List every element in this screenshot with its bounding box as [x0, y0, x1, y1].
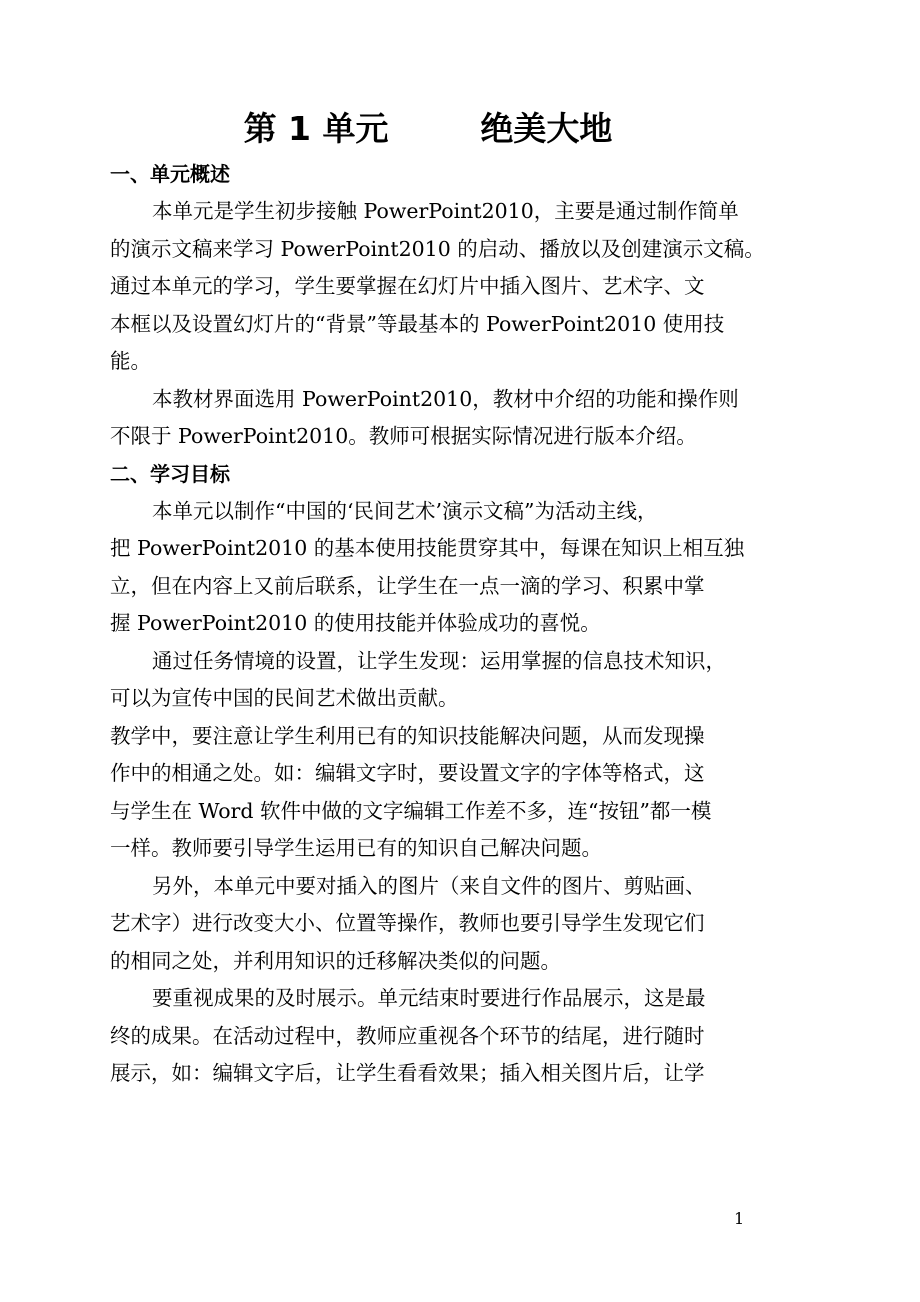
paragraph-line: 把 PowerPoint2010 的基本使用技能贯穿其中，每课在知识上相互独 — [110, 536, 745, 560]
paragraph-line: 要重视成果的及时展示。单元结束时要进行作品展示，这是最 — [152, 986, 706, 1010]
section-heading-overview: 一、单元概述 — [110, 162, 230, 186]
paragraph-line: 本单元以制作“中国的‘民间艺术’演示文稿”为活动主线， — [152, 498, 658, 523]
paragraph-line: 能。 — [110, 349, 151, 373]
page-number: 1 — [734, 1209, 745, 1228]
paragraph-line: 可以为宣传中国的民间艺术做出贡献。 — [110, 686, 459, 710]
paragraph-line: 握 PowerPoint2010 的使用技能并体验成功的喜悦。 — [110, 611, 601, 635]
section-heading-objectives: 二、学习目标 — [110, 461, 230, 486]
paragraph-line: 的相同之处，并利用知识的迁移解决类似的问题。 — [110, 948, 561, 973]
document-body — [110, 156, 765, 1093]
paragraph-line: 通过任务情境的设置，让学生发现：运用掌握的信息技术知识， — [152, 648, 726, 673]
paragraph-line: 本教材界面选用 PowerPoint2010，教材中介绍的功能和操作则 — [152, 386, 739, 411]
paragraph-line: 的演示文稿来学习 PowerPoint2010 的启动、播放以及创建演示文稿。 — [110, 236, 765, 261]
paragraph-line: 不限于 PowerPoint2010。教师可根据实际情况进行版本介绍。 — [110, 424, 697, 448]
paragraph-line: 艺术字）进行改变大小、位置等操作，教师也要引导学生发现它们 — [110, 911, 705, 935]
paragraph-line: 通过本单元的学习，学生要掌握在幻灯片中插入图片、艺术字、文 — [110, 274, 705, 298]
paragraph-line: 作中的相通之处。如：编辑文字时，要设置文字的字体等格式，这 — [110, 761, 705, 785]
paragraph-line: 另外，本单元中要对插入的图片（来自文件的图片、剪贴画、 — [152, 873, 706, 898]
paragraph-line: 终的成果。在活动过程中，教师应重视各个环节的结尾，进行随时 — [110, 1023, 705, 1048]
paragraph-line: 与学生在 Word 软件中做的文字编辑工作差不多，连“按钮”都一模 — [110, 798, 712, 823]
paragraph-line: 本框以及设置幻灯片的“背景”等最基本的 PowerPoint2010 使用技 — [110, 311, 725, 336]
paragraph-line: 展示，如：编辑文字后，让学生看看效果；插入相关图片后，让学 — [110, 1061, 705, 1085]
paragraph-line: 一样。教师要引导学生运用已有的知识自己解决问题。 — [110, 836, 602, 860]
paragraph-line: 教学中，要注意让学生利用已有的知识技能解决问题，从而发现操 — [110, 723, 705, 748]
paragraph-line: 立，但在内容上又前后联系，让学生在一点一滴的学习、积累中掌 — [110, 573, 705, 598]
unit-title: 第 1 单元 绝美大地 — [243, 109, 613, 148]
paragraph-line: 本单元是学生初步接触 PowerPoint2010，主要是通过制作简单 — [152, 199, 739, 223]
